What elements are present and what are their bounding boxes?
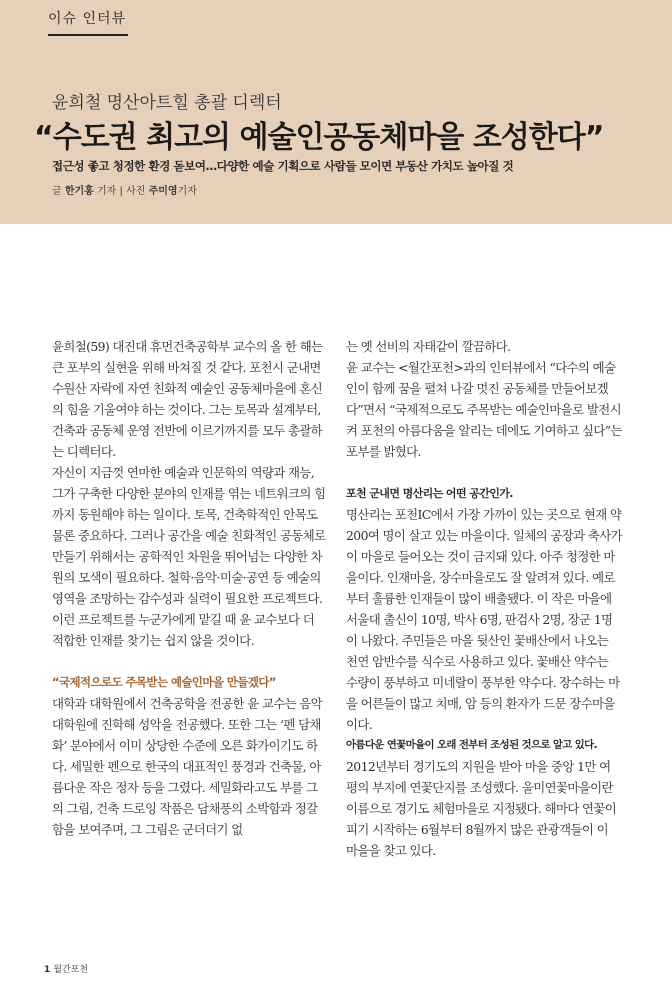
article-header [0, 0, 672, 224]
byline-writer: 한기홍 [64, 186, 94, 197]
publication-name: 월간포천 [53, 965, 89, 975]
paragraph: 대학과 대학원에서 건축공학을 전공한 윤 교수는 음악대학원에 진학해 성악을 전공했다. 또한 그는 ‘펜 담채화’ 분야에서 이미 상당한 수준에 오른 화가이기도 하다. 세밀한 펜으로 한국의 대표적인 풍경과 건축물, 아름다운 작은 정자 등을 그렸다. 세밀화라고도 부를 그의 그림, 건축 드로잉 작품은 담채풍의 소박함과 정갈함을 보여주며, 그 그림은 군더더기 없 [52, 696, 323, 837]
article-deck: 접근성 좋고 청정한 환경 돋보여…다양한 예술 기획으로 사람들 모이면 부동산 가치도 높아질 것 [52, 159, 514, 173]
right-column [346, 336, 622, 861]
paragraph: 는 옛 선비의 자태같이 깔끔하다. [346, 339, 511, 354]
article-headline: “수도권 최고의 예술인공동체마을 조성한다” [34, 120, 604, 155]
paragraph: 윤 교수는 <월간포천>과의 인터뷰에서 “다수의 예술인이 함께 꿈을 펼쳐 나갈 멋진 공동체를 만들어보겠다”면서 “국제적으로도 주목받는 예술인마을로 발전시켜 포천의 아름다움을 알리는 데에도 기여하고 싶다”는 포부를 밝혔다. [346, 360, 622, 459]
page-footer [44, 962, 88, 975]
byline-photographer-suffix: 기자 [177, 186, 197, 197]
article-subtitle: 윤희철 명산아트힐 총괄 디렉터 [52, 93, 282, 113]
section-subheading: “국제적으로도 주목받는 예술인마을 만들겠다” [52, 675, 276, 689]
byline-writer-prefix: 글 [52, 186, 65, 197]
byline-photographer: 주미영 [148, 186, 178, 197]
paragraph: 윤희철(59) 대진대 휴먼건축공학부 교수의 올 한 해는 큰 포부의 실현을 위해 바쳐질 것 같다. 포천시 군내면 수원산 자락에 자연 친화적 예술인 공동체마을에 혼신의 힘을 기울여야 하는 것이다. 그는 토목과 설계부터, 건축과 공동체 운영 전반에 이르기까지를 모두 총괄하는 디렉터다. [52, 339, 323, 459]
interview-question: 아름다운 연꽃마을이 오래 전부터 조성된 것으로 알고 있다. [346, 739, 597, 751]
section-tag-underline [48, 34, 128, 36]
left-column [52, 336, 328, 840]
paragraph: 명산리는 포천IC에서 가장 가까이 있는 곳으로 현재 약 200여 명이 살고 있는 마을이다. 일체의 공장과 축사가 이 마을로 들어오는 것이 금지돼 있다. 아주 청정한 마을이다. 인재마을, 장수마을로도 잘 알려져 있다. 예로부터 훌륭한 인재들이 많이 배출됐다. 이 작은 마을에 서울대 출신이 10명, 박사 6명, 판검사 2명, 장군 1명이 나왔다. 주민들은 마을 뒷산인 꽃배산에서 나오는 천연 암반수를 식수로 사용하고 있다. 꽃배산 약수는 수량이 풍부하고 미네랄이 풍부한 약수다. 장수하는 마을 어른들이 많고 치매, 암 등의 환자가 드문 장수마을이다. [346, 507, 622, 732]
paragraph: 2012년부터 경기도의 지원을 받아 마을 중앙 1만 여 평의 부지에 연꽃단지를 조성했다. 울미연꽃마을이란 이름으로 경기도 체험마을로 지정됐다. 해마다 연꽃이 피기 시작하는 6월부터 8월까지 많은 관광객들이 이 마을을 찾고 있다. [346, 759, 617, 858]
byline [52, 182, 197, 197]
page-number: 1 [44, 965, 51, 975]
paragraph: 자신이 지금껏 연마한 예술과 인문학의 역량과 재능, 그가 구축한 다양한 분야의 인재를 엮는 네트워크의 힘까지 동원해야 하는 일이다. 토목, 건축학적인 안목도 물론 중요하다. 그러나 공간을 예술 친화적인 공동체로 만들기 위해서는 공학적인 차원을 뛰어넘는 다양한 차원의 모색이 필요하다. 철학·음악·미술·공연 등 예술의 영역을 조망하는 감수성과 실력이 필요한 프로젝트다. 이런 프로젝트를 누군가에게 맡길 때 윤 교수보다 더 적합한 인재를 찾기는 쉽지 않을 것이다. [52, 465, 326, 648]
interview-question: 포천 군내면 명산리는 어떤 공간인가. [346, 487, 513, 500]
byline-writer-suffix: 기자 | 사진 [93, 186, 149, 197]
section-tag: 이슈 인터뷰 [48, 11, 127, 27]
